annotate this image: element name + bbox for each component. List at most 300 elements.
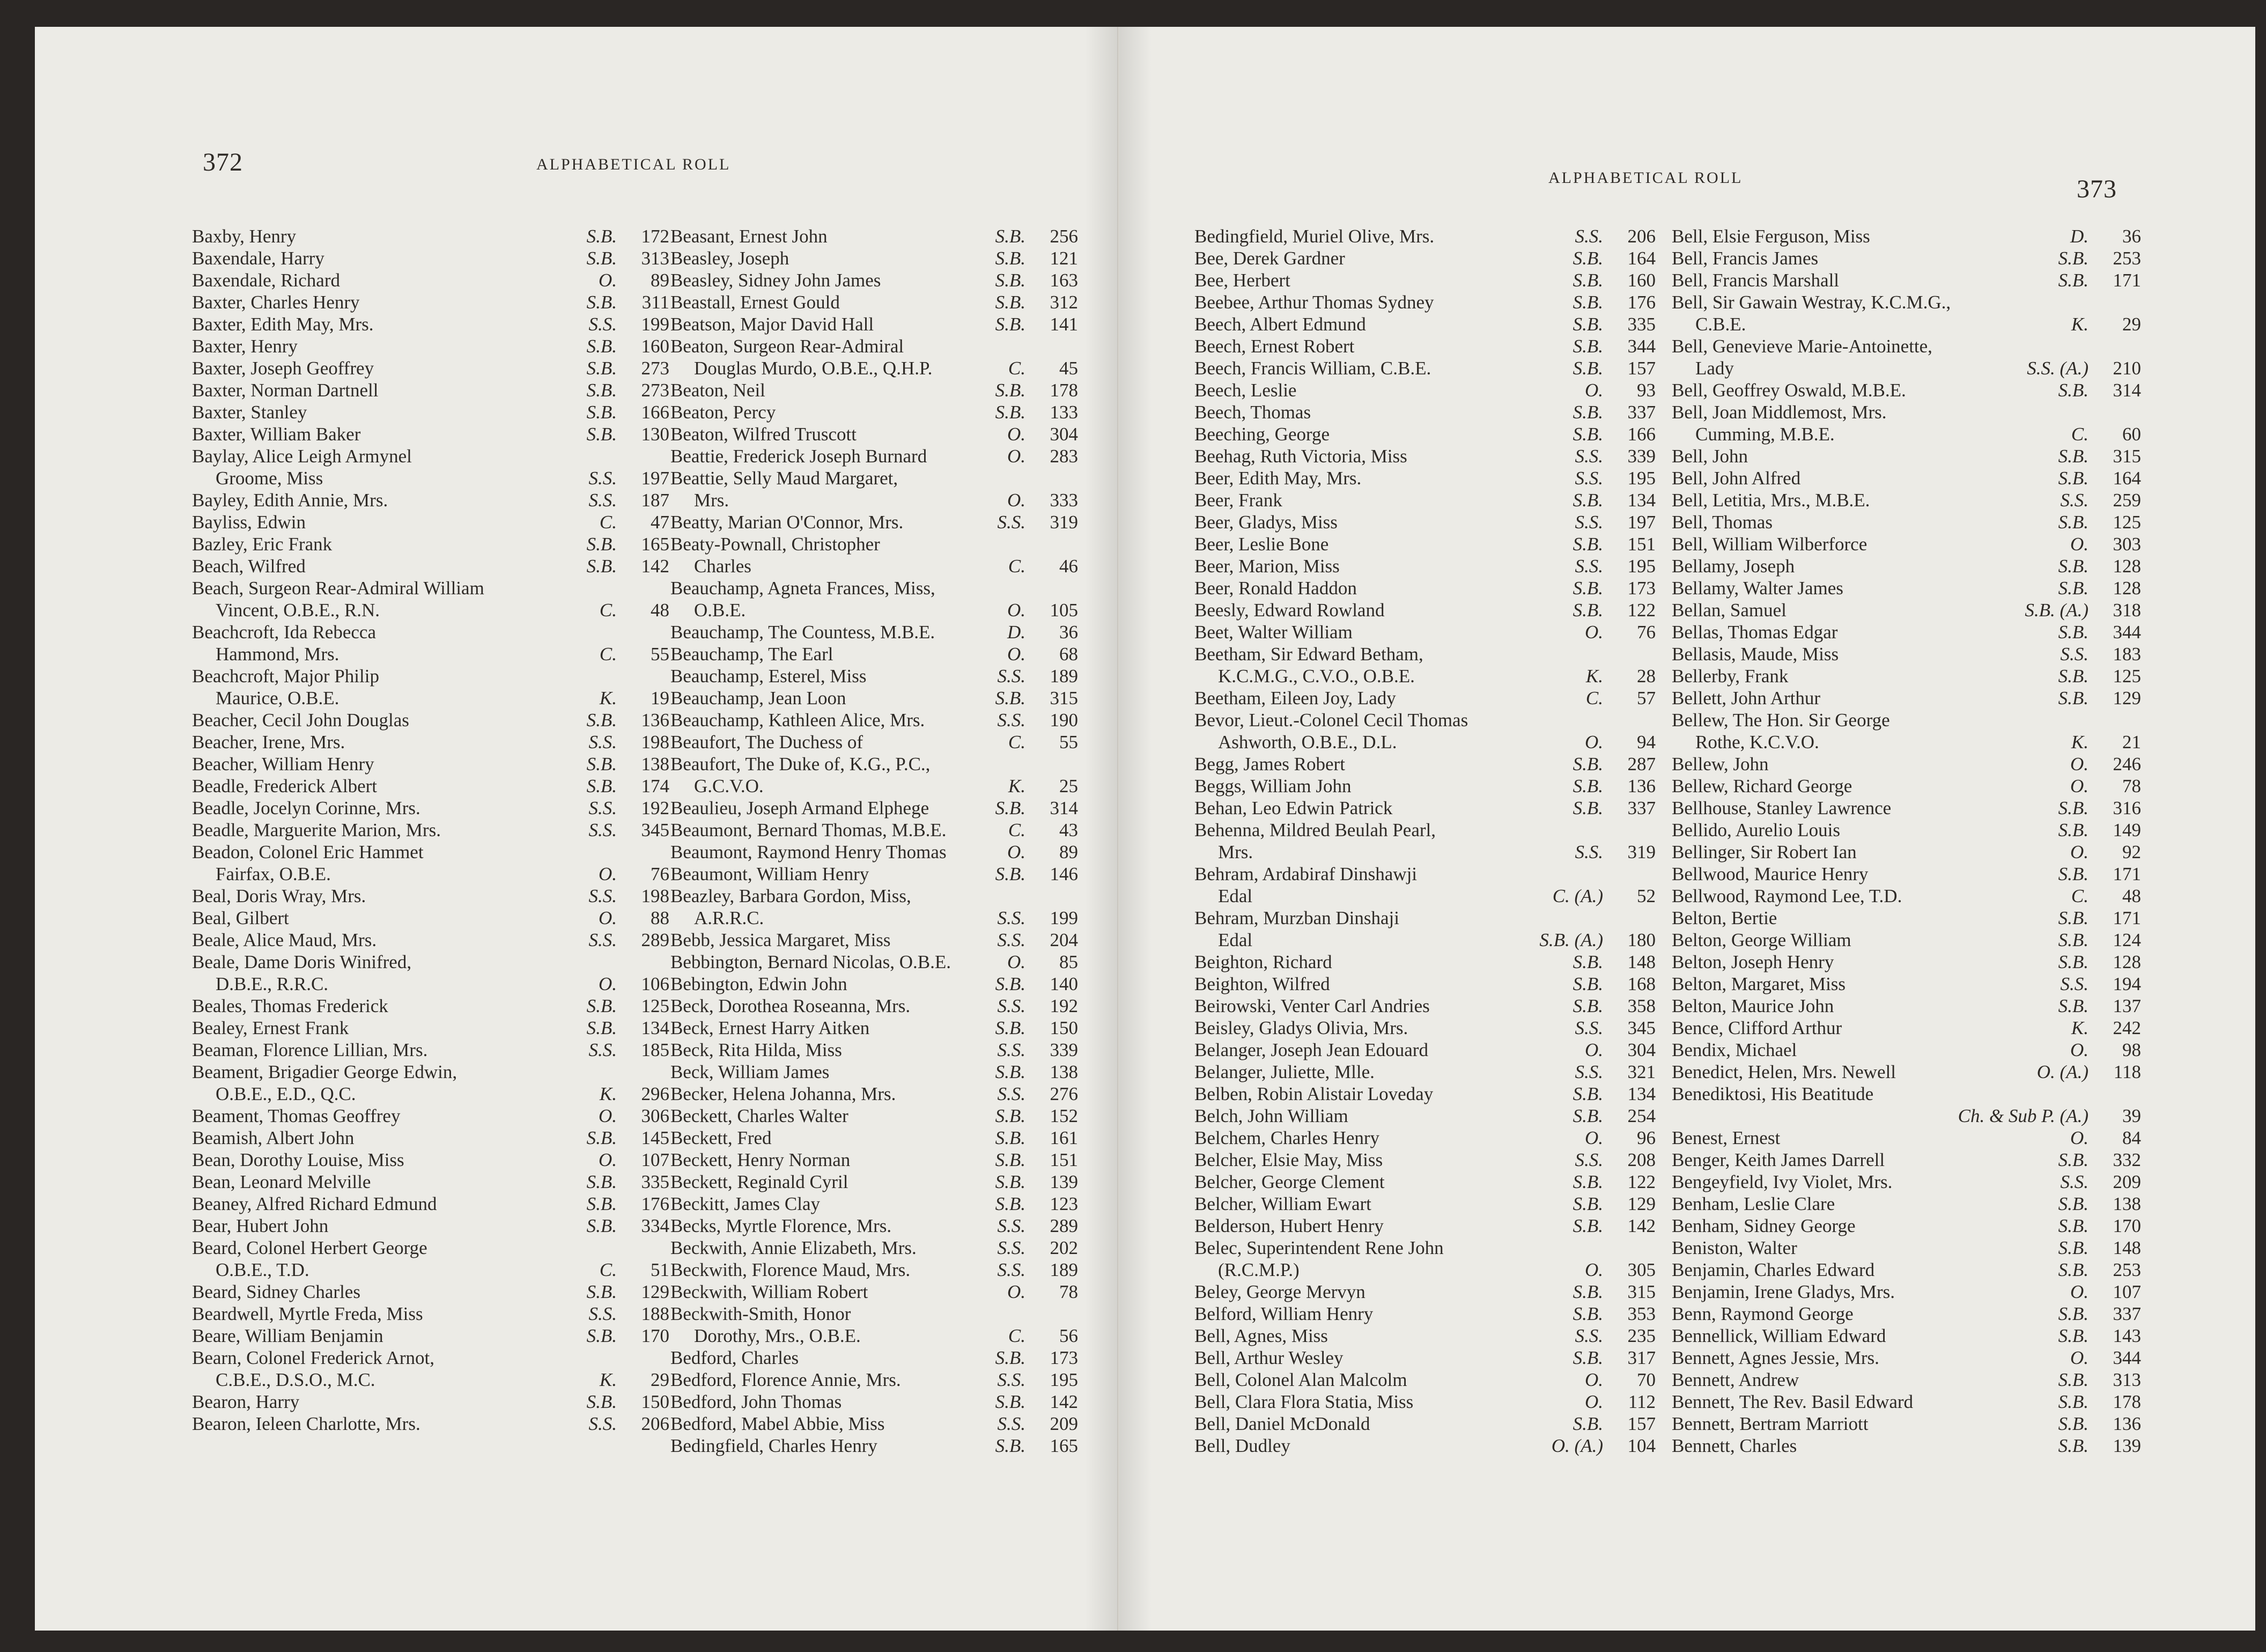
roll-entry (1194, 885, 1656, 907)
entry-service: S.B. (1573, 600, 1603, 621)
roll-entry (1194, 335, 1656, 357)
entry-service: S.S. (997, 666, 1025, 687)
entry-page: 157 (1627, 358, 1656, 379)
entry-name: Beeching, George (1194, 424, 1330, 445)
entry-service: S.B. (2058, 688, 2088, 709)
entry-page: 21 (2122, 732, 2141, 753)
entry-page: 358 (1627, 995, 1656, 1016)
entry-name: Beck, Dorothea Roseanna, Mrs. (670, 995, 911, 1016)
roll-entry (192, 1303, 669, 1325)
roll-entry (1194, 1017, 1656, 1039)
entry-page: 105 (1050, 600, 1078, 621)
entry-name: Beaumont, Raymond Henry Thomas (670, 842, 947, 862)
entry-service: O. (1007, 600, 1025, 621)
roll-entry (1194, 555, 1656, 577)
entry-name: Bebington, Edwin John (670, 974, 847, 994)
entry-page: 128 (2113, 578, 2141, 599)
entry-page: 163 (1050, 270, 1078, 291)
entry-name: Edal (1218, 930, 1253, 950)
entry-page: 344 (2113, 622, 2141, 643)
entry-name: Beet, Walter William (1194, 622, 1353, 643)
entry-page: 139 (1050, 1171, 1078, 1192)
entry-name: Beard, Colonel Herbert George (192, 1237, 427, 1258)
entry-name: Bellew, The Hon. Sir George (1672, 710, 1890, 731)
entry-name: Behenna, Mildred Beulah Pearl, (1194, 820, 1436, 840)
roll-entry (1194, 291, 1656, 313)
entry-service: S.S. (2060, 974, 2088, 994)
entry-name: Belben, Robin Alistair Loveday (1194, 1083, 1434, 1104)
entry-name: Begg, James Robert (1194, 754, 1345, 775)
entry-name: Bennellick, William Edward (1672, 1325, 1886, 1346)
entry-name: Beckett, Charles Walter (670, 1105, 848, 1126)
entry-service: S.B. (586, 248, 617, 269)
entry-name: Beadle, Frederick Albert (192, 776, 378, 796)
roll-entry (192, 357, 669, 379)
entry-page: 178 (1050, 380, 1078, 401)
roll-entry (1194, 445, 1656, 467)
entry-service: S.S. (1575, 1017, 1603, 1038)
roll-entry (1672, 687, 2141, 709)
entry-name: Bence, Clifford Arthur (1672, 1017, 1842, 1038)
roll-entry (1194, 467, 1656, 489)
entry-name: Beauchamp, The Countess, M.B.E. (670, 622, 935, 643)
entry-name: Benest, Ernest (1672, 1127, 1781, 1148)
roll-entry (1672, 841, 2141, 863)
entry-name: Beach, Surgeon Rear-Admiral William (192, 578, 484, 599)
entry-page: 253 (2113, 1259, 2141, 1280)
entry-name: Beardwell, Myrtle Freda, Miss (192, 1303, 423, 1324)
entry-name: Bennett, Andrew (1672, 1369, 1799, 1390)
entry-name: Belton, Bertie (1672, 908, 1777, 928)
entry-page: 195 (1627, 468, 1656, 489)
entry-service: S.S. (588, 798, 617, 818)
entry-page: 76 (651, 864, 669, 884)
roll-entry (1194, 1083, 1656, 1105)
roll-entry (192, 1369, 669, 1391)
entry-service: S.B. (1573, 1193, 1603, 1214)
entry-name: Beauchamp, Esterel, Miss (670, 666, 867, 687)
entry-service: S.B. (2058, 1259, 2088, 1280)
entry-name: Beckwith, Annie Elizabeth, Mrs. (670, 1237, 917, 1258)
entry-page: 202 (1050, 1237, 1078, 1258)
entry-service: O. (2070, 1127, 2088, 1148)
entry-page: 315 (1627, 1281, 1656, 1302)
roll-entry (670, 709, 1078, 731)
entry-service: S.B. (1573, 995, 1603, 1016)
entry-name: Beament, Thomas Geoffrey (192, 1105, 401, 1126)
roll-entry (192, 709, 669, 731)
roll-entry (1672, 1391, 2141, 1413)
entry-service: S.B. (2058, 512, 2088, 533)
entry-name: Bell, John Alfred (1672, 468, 1801, 489)
entry-service: O. (1584, 732, 1603, 753)
roll-entry (1194, 533, 1656, 555)
entry-page: 204 (1050, 930, 1078, 950)
roll-entry (192, 225, 669, 247)
roll-entry (670, 511, 1078, 533)
entry-name: Belton, Joseph Henry (1672, 952, 1834, 972)
entry-name: Mrs. (1218, 842, 1253, 862)
entry-name: Beighton, Richard (1194, 952, 1332, 972)
entry-name: Cumming, M.B.E. (1695, 424, 1835, 445)
roll-entry (1672, 1149, 2141, 1171)
entry-name: Beal, Doris Wray, Mrs. (192, 886, 366, 906)
roll-entry (1194, 709, 1656, 731)
entry-page: 148 (1627, 952, 1656, 972)
entry-name: Bean, Dorothy Louise, Miss (192, 1149, 404, 1170)
entry-service: O. (1007, 424, 1025, 445)
entry-name: Beacher, Cecil John Douglas (192, 710, 409, 731)
entry-page: 335 (1627, 314, 1656, 335)
entry-service: S.S. (588, 732, 617, 753)
roll-entry (1194, 621, 1656, 643)
entry-name: Bealey, Ernest Frank (192, 1017, 349, 1038)
roll-entry (1194, 665, 1656, 687)
entry-name: Baxter, Stanley (192, 402, 307, 423)
entry-name: Beer, Leslie Bone (1194, 534, 1329, 555)
entry-service: S.B. (586, 336, 617, 357)
entry-name: Benedict, Helen, Mrs. Newell (1672, 1061, 1896, 1082)
entry-service: S.B. (2058, 1237, 2088, 1258)
entry-service: S.S. (997, 908, 1025, 928)
entry-page: 89 (1059, 842, 1078, 862)
entry-page: 48 (2122, 886, 2141, 906)
entry-service: S.S. (1575, 226, 1603, 247)
entry-page: 152 (1050, 1105, 1078, 1126)
roll-entry (192, 973, 669, 995)
roll-entry (192, 445, 669, 467)
roll-entry (1194, 1259, 1656, 1281)
roll-entry (1672, 1435, 2141, 1457)
roll-entry (1672, 1083, 2141, 1105)
entry-service: S.B. (1573, 1281, 1603, 1302)
entry-page: 206 (1627, 226, 1656, 247)
entry-service: S.B. (586, 358, 617, 379)
entry-service: S.B. (586, 1193, 617, 1214)
entry-page: 192 (1050, 995, 1078, 1016)
roll-entry (670, 401, 1078, 423)
entry-page: 171 (2113, 908, 2141, 928)
entry-name: Beley, George Mervyn (1194, 1281, 1365, 1302)
roll-entry (1672, 335, 2141, 357)
entry-page: 306 (641, 1105, 669, 1126)
entry-page: 235 (1627, 1325, 1656, 1346)
roll-entry (1194, 511, 1656, 533)
entry-service: O. (1584, 1369, 1603, 1390)
entry-name: Beadon, Colonel Eric Hammet (192, 842, 424, 862)
roll-entry (670, 313, 1078, 335)
entry-page: 138 (2113, 1193, 2141, 1214)
entry-page: 107 (641, 1149, 669, 1170)
entry-service: C. (2071, 424, 2088, 445)
entry-name: Benham, Sidney George (1672, 1215, 1856, 1236)
entry-name: Dorothy, Mrs., O.B.E. (694, 1325, 861, 1346)
entry-name: Baxter, Joseph Geoffrey (192, 358, 374, 379)
entry-service: S.B. (586, 1325, 617, 1346)
roll-entry (670, 1391, 1078, 1413)
roll-entry (1194, 841, 1656, 863)
entry-page: 176 (641, 1193, 669, 1214)
entry-page: 134 (1627, 1083, 1656, 1104)
entry-name: Beer, Gladys, Miss (1194, 512, 1338, 533)
roll-entry (1194, 401, 1656, 423)
entry-name: Bedford, Florence Annie, Mrs. (670, 1369, 901, 1390)
roll-entry (1194, 1105, 1656, 1127)
entry-name: G.C.V.O. (694, 776, 764, 796)
entry-service: S.B. (1573, 1413, 1603, 1434)
entry-page: 164 (2113, 468, 2141, 489)
entry-service: S.B. (2058, 270, 2088, 291)
entry-name: Benediktosi, His Beatitude (1672, 1083, 1874, 1104)
entry-name: Bearon, Ieleen Charlotte, Mrs. (192, 1413, 420, 1434)
entry-name: Vincent, O.B.E., R.N. (216, 600, 380, 621)
entry-name: Becker, Helena Johanna, Mrs. (670, 1083, 896, 1104)
roll-entry (670, 731, 1078, 753)
entry-service: S.B. (2058, 995, 2088, 1016)
entry-page: 118 (2113, 1061, 2141, 1082)
roll-entry (1672, 775, 2141, 797)
entry-name: Behan, Leo Edwin Patrick (1194, 798, 1393, 818)
entry-page: 210 (2113, 358, 2141, 379)
entry-page: 29 (651, 1369, 669, 1390)
entry-page: 138 (1050, 1061, 1078, 1082)
entry-page: 319 (1050, 512, 1078, 533)
roll-entry (192, 1105, 669, 1127)
entry-service: C. (599, 600, 617, 621)
entry-name: Bedingfield, Muriel Olive, Mrs. (1194, 226, 1435, 247)
entry-name: Beauchamp, The Earl (670, 644, 833, 665)
entry-name: Beech, Leslie (1194, 380, 1297, 401)
entry-page: 242 (2113, 1017, 2141, 1038)
entry-page: 194 (2113, 974, 2141, 994)
entry-name: Beech, Francis William, C.B.E. (1194, 358, 1431, 379)
entry-service: S.B. (586, 1017, 617, 1038)
entry-service: S.B. (1573, 402, 1603, 423)
entry-name: Behram, Murzban Dinshaji (1194, 908, 1399, 928)
entry-name: Belcher, William Ewart (1194, 1193, 1371, 1214)
entry-name: Lady (1695, 358, 1734, 379)
entry-service: S.B. (995, 248, 1025, 269)
roll-entry (670, 1369, 1078, 1391)
roll-entry (670, 1149, 1078, 1171)
entry-page: 209 (1050, 1413, 1078, 1434)
roll-entry (192, 951, 669, 973)
entry-page: 172 (641, 226, 669, 247)
entry-service: C. (2071, 886, 2088, 906)
roll-entry (1194, 907, 1656, 929)
entry-name: Benham, Leslie Clare (1672, 1193, 1835, 1214)
entry-page: 160 (1627, 270, 1656, 291)
entry-name: Beattie, Selly Maud Margaret, (670, 468, 898, 489)
roll-entry (192, 885, 669, 907)
entry-page: 122 (1627, 1171, 1656, 1192)
entry-page: 70 (1637, 1369, 1656, 1390)
entry-name: Bell, Clara Flora Statia, Miss (1194, 1391, 1414, 1412)
entry-name: Beer, Frank (1194, 490, 1282, 511)
entry-page: 313 (641, 248, 669, 269)
entry-service: S.S. (1575, 1061, 1603, 1082)
roll-entry (670, 885, 1078, 907)
entry-page: 315 (1050, 688, 1078, 709)
roll-entry (670, 819, 1078, 841)
roll-entry (670, 907, 1078, 929)
entry-service: O. (598, 1149, 617, 1170)
roll-entry (670, 1017, 1078, 1039)
entry-page: 304 (1050, 424, 1078, 445)
entry-service: S.B. (1573, 1171, 1603, 1192)
entry-name: Bellasis, Maude, Miss (1672, 644, 1839, 665)
entry-service: O. (2070, 754, 2088, 775)
entry-name: Bellew, John (1672, 754, 1769, 775)
entry-name: Becks, Myrtle Florence, Mrs. (670, 1215, 892, 1236)
roll-entry (1672, 379, 2141, 401)
entry-service: S.B. (1573, 974, 1603, 994)
roll-entry (1194, 577, 1656, 599)
entry-page: 57 (1637, 688, 1656, 709)
roll-entry (670, 753, 1078, 775)
roll-entry (1194, 863, 1656, 885)
roll-entry (670, 269, 1078, 291)
entry-service: S.S. (588, 1413, 617, 1434)
entry-service: O. (1007, 644, 1025, 665)
roll-entry (670, 1237, 1078, 1259)
roll-entry (192, 621, 669, 643)
entry-service: S.B. (995, 1061, 1025, 1082)
entry-service: S.B. (586, 380, 617, 401)
entry-page: 315 (2113, 446, 2141, 467)
entry-page: 29 (2122, 314, 2141, 335)
entry-page: 187 (641, 490, 669, 511)
roll-entry (670, 379, 1078, 401)
entry-name: Belton, Maurice John (1672, 995, 1834, 1016)
entry-service: S.S. (1575, 468, 1603, 489)
entry-service: O. (598, 1105, 617, 1126)
entry-service: S.B. (1573, 1215, 1603, 1236)
entry-name: Belcher, George Clement (1194, 1171, 1385, 1192)
entry-page: 166 (641, 402, 669, 423)
entry-service: S.B. (586, 402, 617, 423)
entry-name: Rothe, K.C.V.O. (1695, 732, 1819, 753)
entry-service: K. (2071, 732, 2088, 753)
entry-page: 189 (1050, 666, 1078, 687)
entry-service: S.B. (1573, 336, 1603, 357)
entry-service: S.B. (1573, 1347, 1603, 1368)
entry-page: 151 (1627, 534, 1656, 555)
entry-name: Bellhouse, Stanley Lawrence (1672, 798, 1892, 818)
roll-entry (192, 1039, 669, 1061)
entry-name: Beck, Ernest Harry Aitken (670, 1017, 870, 1038)
roll-entry (192, 489, 669, 511)
roll-entry (1672, 1193, 2141, 1215)
entry-service: S.B. (2058, 666, 2088, 687)
roll-entry (670, 973, 1078, 995)
entry-page: 305 (1627, 1259, 1656, 1280)
roll-entry (670, 863, 1078, 885)
entry-service: K. (599, 688, 617, 709)
entry-service: O. (A.) (2036, 1061, 2088, 1082)
entry-service: S.B. (995, 1435, 1025, 1456)
roll-entry (1672, 225, 2141, 247)
roll-entry (1194, 819, 1656, 841)
entry-name: Beetham, Eileen Joy, Lady (1194, 688, 1396, 709)
entry-page: 199 (1050, 908, 1078, 928)
roll-entry (192, 291, 669, 313)
entry-page: 52 (1637, 886, 1656, 906)
entry-page: 273 (641, 380, 669, 401)
entry-name: Beggs, William John (1194, 776, 1352, 796)
entry-service: S.S. (588, 886, 617, 906)
page-number: 372 (203, 148, 243, 176)
entry-service: S.B. (1573, 1083, 1603, 1104)
roll-entry (1194, 1061, 1656, 1083)
entry-name: Bennett, Charles (1672, 1435, 1797, 1456)
roll-entry (670, 225, 1078, 247)
entry-service: S.B. (2058, 468, 2088, 489)
roll-entry (192, 401, 669, 423)
page-number: 373 (2077, 175, 2117, 203)
entry-page: 128 (2113, 556, 2141, 577)
entry-name: Bedford, John Thomas (670, 1391, 842, 1412)
roll-entry (192, 423, 669, 445)
entry-service: S.B. (1573, 578, 1603, 599)
roll-entry (1672, 357, 2141, 379)
roll-entry (670, 599, 1078, 621)
entry-name: Bee, Herbert (1194, 270, 1290, 291)
entry-service: S.B. (995, 1017, 1025, 1038)
entry-page: 166 (1627, 424, 1656, 445)
roll-entry (670, 951, 1078, 973)
entry-service: S.S. (588, 820, 617, 840)
entry-service: S.B. (995, 226, 1025, 247)
entry-page: 19 (651, 688, 669, 709)
entry-name: Bedford, Charles (670, 1347, 799, 1368)
entry-name: O.B.E., T.D. (216, 1259, 309, 1280)
entry-name: Bell, William Wilberforce (1672, 534, 1868, 555)
roll-entry (1672, 401, 2141, 423)
entry-page: 344 (1627, 336, 1656, 357)
left-page (35, 27, 1118, 1631)
entry-service: S.B. (2058, 864, 2088, 884)
entry-name: Bellerby, Frank (1672, 666, 1789, 687)
entry-page: 55 (651, 644, 669, 665)
entry-service: S.B. (1573, 248, 1603, 269)
entry-service: S.B. (995, 1193, 1025, 1214)
entry-name: Bell, Elsie Ferguson, Miss (1672, 226, 1870, 247)
entry-service: S.B. (1573, 776, 1603, 796)
entry-name: Bell, Francis Marshall (1672, 270, 1840, 291)
entry-name: Baxter, William Baker (192, 424, 361, 445)
roll-entry (1672, 929, 2141, 951)
entry-name: Bell, Daniel McDonald (1194, 1413, 1370, 1434)
entry-service: O. (A.) (1551, 1435, 1603, 1456)
entry-name: Bebbington, Bernard Nicolas, O.B.E. (670, 952, 951, 972)
entry-page: 43 (1059, 820, 1078, 840)
roll-entry (1194, 1391, 1656, 1413)
roll-entry (670, 1127, 1078, 1149)
entry-service: C. (599, 1259, 617, 1280)
entry-name: Beaty-Pownall, Christopher (670, 534, 880, 555)
roll-entry (670, 1105, 1078, 1127)
entry-service: S.S. (1575, 512, 1603, 533)
entry-service: S.B. (1573, 534, 1603, 555)
entry-service: S.B. (995, 314, 1025, 335)
entry-name: Beard, Sidney Charles (192, 1281, 360, 1302)
entry-name: Fairfax, O.B.E. (216, 864, 331, 884)
roll-entry (670, 1303, 1078, 1325)
entry-page: 25 (1059, 776, 1078, 796)
entry-page: 51 (651, 1259, 669, 1280)
roll-entry (1672, 533, 2141, 555)
